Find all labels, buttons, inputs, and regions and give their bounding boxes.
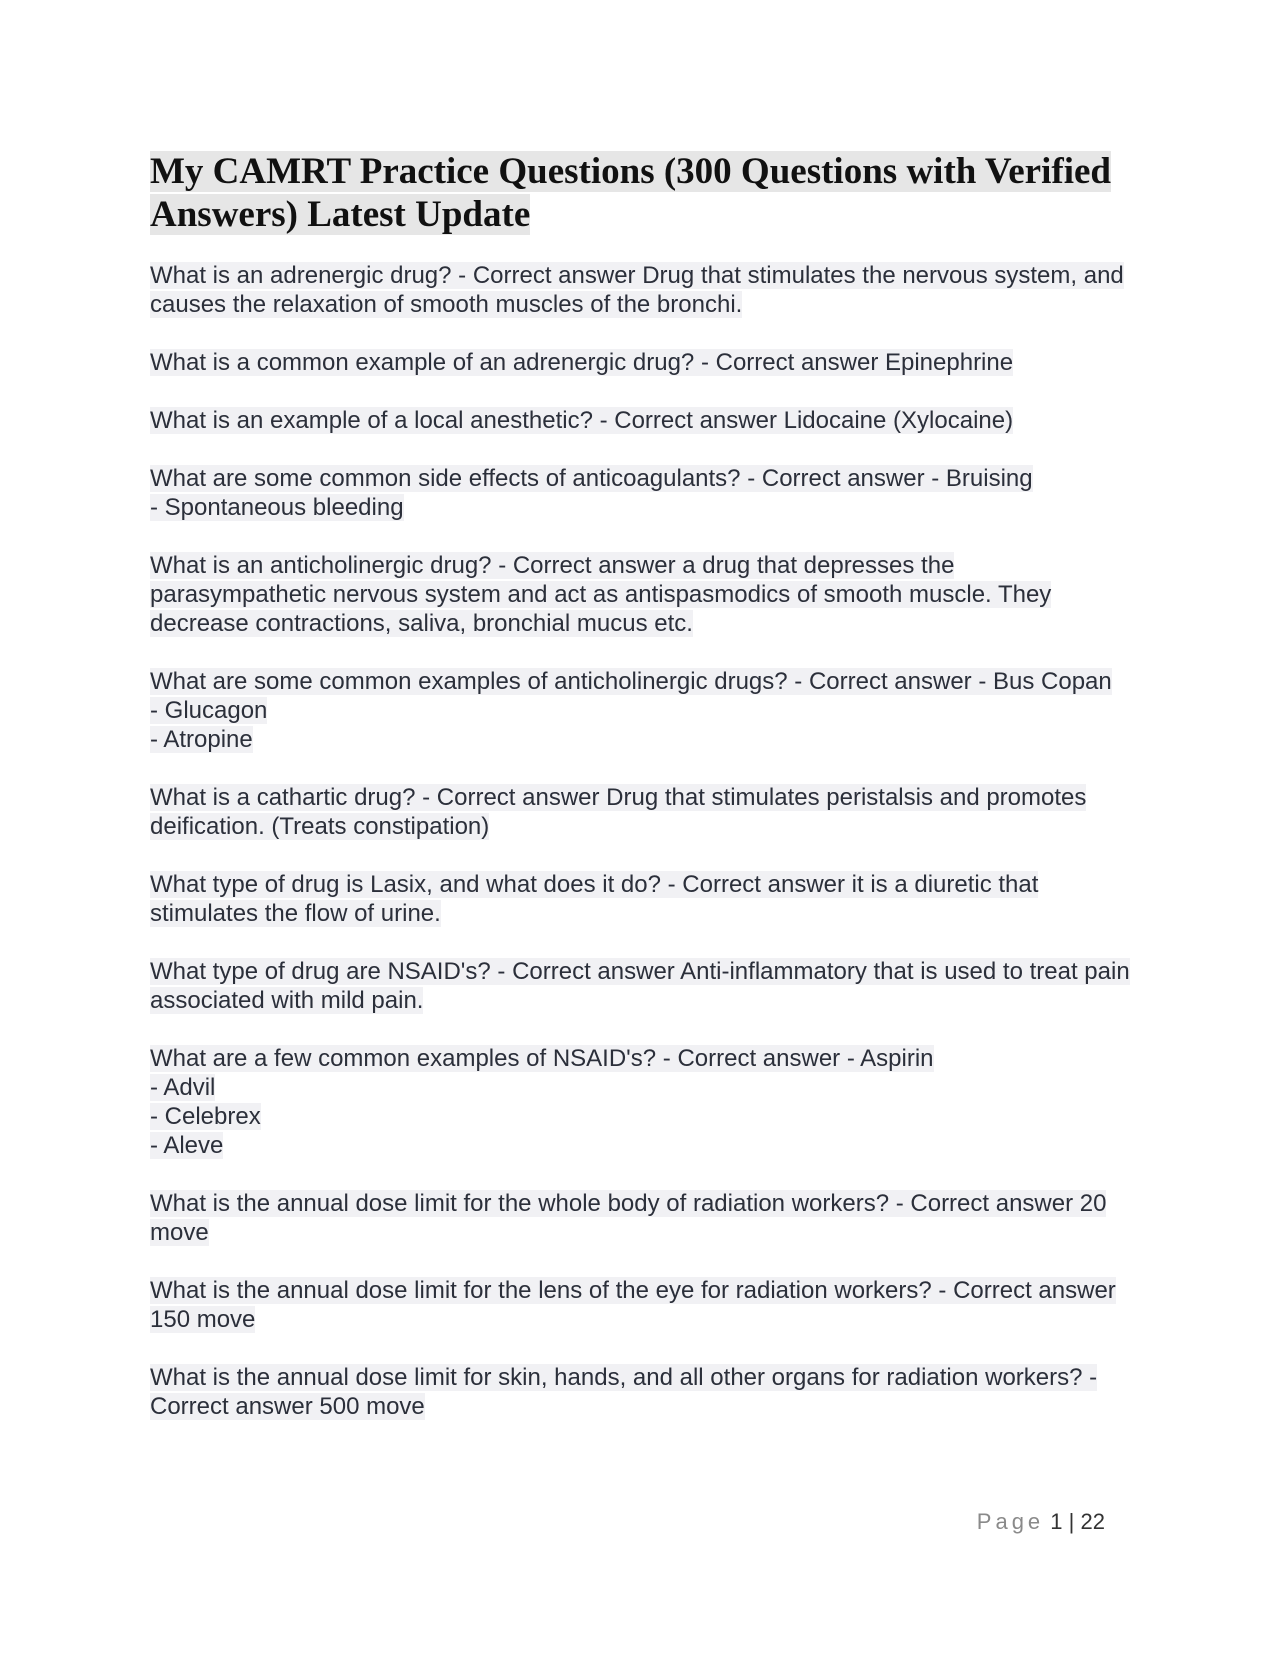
- total-pages: 22: [1080, 1509, 1105, 1534]
- qa-line: [150, 957, 1135, 1015]
- qa-line-text: What is an anticholinergic drug? - Correct answer a drug that depresses the parasympathetic nervous system and act as antispasmodics of smooth muscle. They decrease contractions, saliva, bronchial mucus etc.: [150, 552, 1052, 637]
- qa-line-text: What type of drug are NSAID's? - Correct answer Anti-inflammatory that is used to treat pain associated with mild pain.: [150, 958, 1130, 1014]
- qa-line: [150, 261, 1135, 319]
- page-label: Page: [976, 1509, 1045, 1534]
- qa-item: [150, 348, 1135, 377]
- qa-line: [150, 1131, 1135, 1160]
- qa-item: [150, 1276, 1135, 1334]
- qa-line-text: - Aleve: [150, 1132, 224, 1159]
- document-title-text: My CAMRT Practice Questions (300 Questions with Verified Answers) Latest Update: [150, 151, 1111, 235]
- qa-line-text: - Atropine: [150, 726, 253, 753]
- qa-item: [150, 1044, 1135, 1160]
- qa-line: [150, 1189, 1135, 1247]
- qa-line-text: What is the annual dose limit for skin, hands, and all other organs for radiation workers? - Correct answer 500 move: [150, 1364, 1098, 1420]
- qa-line-text: - Glucagon: [150, 697, 268, 724]
- qa-line: [150, 696, 1135, 725]
- qa-line-text: What is an adrenergic drug? - Correct answer Drug that stimulates the nervous system, and causes the relaxation of smooth muscles of the bronchi.: [150, 262, 1124, 318]
- qa-line: [150, 551, 1135, 638]
- qa-line: [150, 870, 1135, 928]
- qa-line-text: What is a common example of an adrenergic drug? - Correct answer Epinephrine: [150, 349, 1014, 376]
- qa-line: [150, 1276, 1135, 1334]
- qa-line: [150, 1073, 1135, 1102]
- document-title: [150, 150, 1135, 236]
- qa-list: [150, 261, 1135, 1421]
- page-footer: [977, 1508, 1105, 1536]
- qa-item: [150, 464, 1135, 522]
- qa-line-text: What are a few common examples of NSAID's? - Correct answer - Aspirin: [150, 1045, 934, 1072]
- qa-item: [150, 406, 1135, 435]
- qa-line-text: - Spontaneous bleeding: [150, 494, 404, 521]
- qa-line: [150, 1044, 1135, 1073]
- qa-item: [150, 1189, 1135, 1247]
- qa-item: [150, 783, 1135, 841]
- qa-line-text: - Advil: [150, 1074, 216, 1101]
- qa-line-text: What is a cathartic drug? - Correct answer Drug that stimulates peristalsis and promotes deification. (Treats constipation): [150, 784, 1087, 840]
- qa-item: [150, 870, 1135, 928]
- qa-item: [150, 551, 1135, 638]
- qa-line-text: What type of drug is Lasix, and what does it do? - Correct answer it is a diuretic that stimulates the flow of urine.: [150, 871, 1039, 927]
- qa-line: [150, 1363, 1135, 1421]
- qa-line: [150, 464, 1135, 493]
- qa-line: [150, 725, 1135, 754]
- page-number: 1: [1050, 1509, 1063, 1534]
- qa-line: [150, 493, 1135, 522]
- qa-line-text: What is an example of a local anesthetic? - Correct answer Lidocaine (Xylocaine): [150, 407, 1014, 434]
- qa-item: [150, 261, 1135, 319]
- qa-line: [150, 667, 1135, 696]
- qa-line-text: What are some common examples of anticholinergic drugs? - Correct answer - Bus Copan: [150, 668, 1112, 695]
- page-separator: |: [1068, 1509, 1075, 1534]
- qa-item: [150, 957, 1135, 1015]
- qa-line: [150, 348, 1135, 377]
- qa-line-text: What is the annual dose limit for the whole body of radiation workers? - Correct answer 20 move: [150, 1190, 1107, 1246]
- qa-item: [150, 1363, 1135, 1421]
- qa-item: [150, 667, 1135, 754]
- qa-line-text: What are some common side effects of anticoagulants? - Correct answer - Bruising: [150, 465, 1033, 492]
- qa-line: [150, 406, 1135, 435]
- qa-line: [150, 783, 1135, 841]
- qa-line-text: - Celebrex: [150, 1103, 261, 1130]
- qa-line: [150, 1102, 1135, 1131]
- qa-line-text: What is the annual dose limit for the lens of the eye for radiation workers? - Correct answer 150 move: [150, 1277, 1116, 1333]
- page-content: [150, 150, 1135, 1450]
